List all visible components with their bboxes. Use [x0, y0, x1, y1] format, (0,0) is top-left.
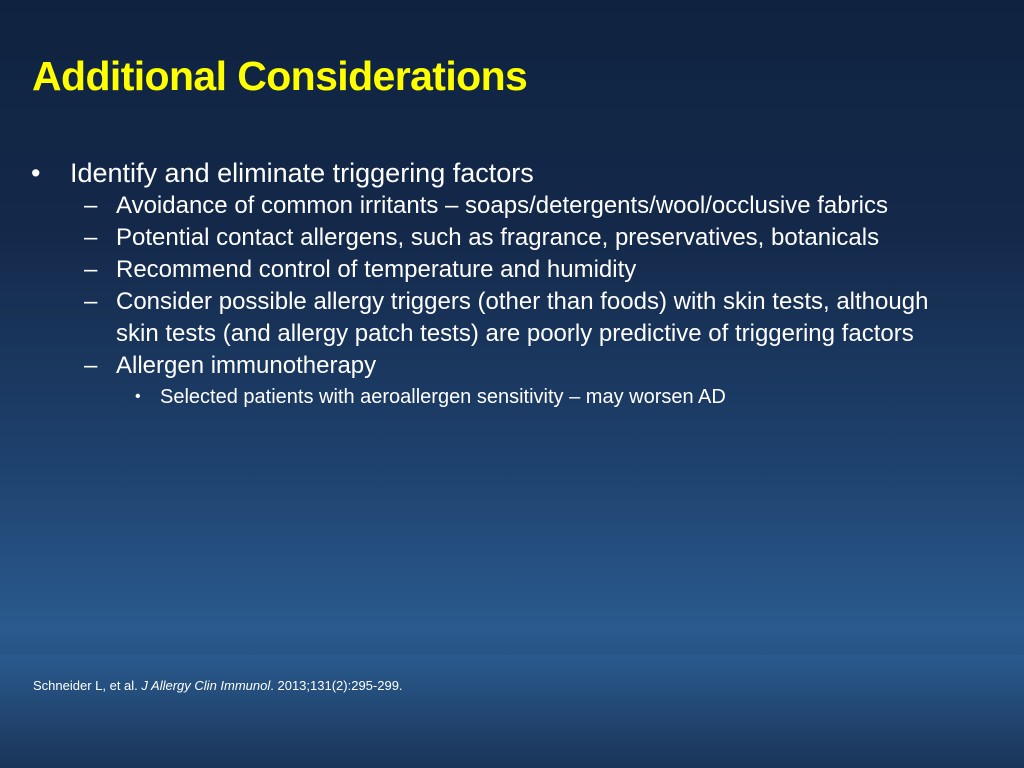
sub-bullet: [0, 254, 976, 286]
dash-icon: –: [84, 288, 98, 315]
citation-details: . 2013;131(2):295-299.: [270, 678, 403, 693]
slide-content: [0, 156, 1024, 412]
sub-bullet-text: Allergen immunotherapy: [116, 352, 377, 379]
citation: [33, 678, 403, 693]
sub-bullet: [0, 350, 976, 382]
sub-bullet-text: Consider possible allergy triggers (other than foods) with skin tests, although skin tests (and allergy patch tests) are poorly predictive of triggering factors: [116, 288, 929, 347]
dash-icon: –: [84, 256, 98, 283]
sub-bullet-text: Potential contact allergens, such as fragrance, preservatives, botanicals: [116, 224, 880, 251]
slide-title: Additional Considerations: [32, 53, 528, 99]
sub-bullet: [0, 190, 976, 222]
citation-authors: Schneider L, et al.: [33, 678, 138, 693]
dash-icon: –: [84, 224, 98, 251]
bullet-level1: [0, 156, 1024, 190]
sub-bullet: [0, 222, 976, 254]
sub-sub-bullet-text: Selected patients with aeroallergen sensitivity – may worsen AD: [160, 386, 726, 408]
bullet-dot-icon: •: [135, 388, 141, 405]
bullet-text: Identify and eliminate triggering factors: [70, 158, 534, 188]
sub-bullet-text: Avoidance of common irritants – soaps/detergents/wool/occlusive fabrics: [116, 192, 888, 219]
footer-band: [0, 655, 1024, 768]
sub-sub-bullet: [0, 382, 1024, 412]
sub-bullet: [0, 286, 976, 350]
sub-bullet-text: Recommend control of temperature and humidity: [116, 256, 637, 283]
dash-icon: –: [84, 352, 98, 379]
bullet-dot-icon: •: [31, 158, 41, 188]
dash-icon: –: [84, 192, 98, 219]
citation-journal: J Allergy Clin Immunol: [141, 678, 271, 693]
